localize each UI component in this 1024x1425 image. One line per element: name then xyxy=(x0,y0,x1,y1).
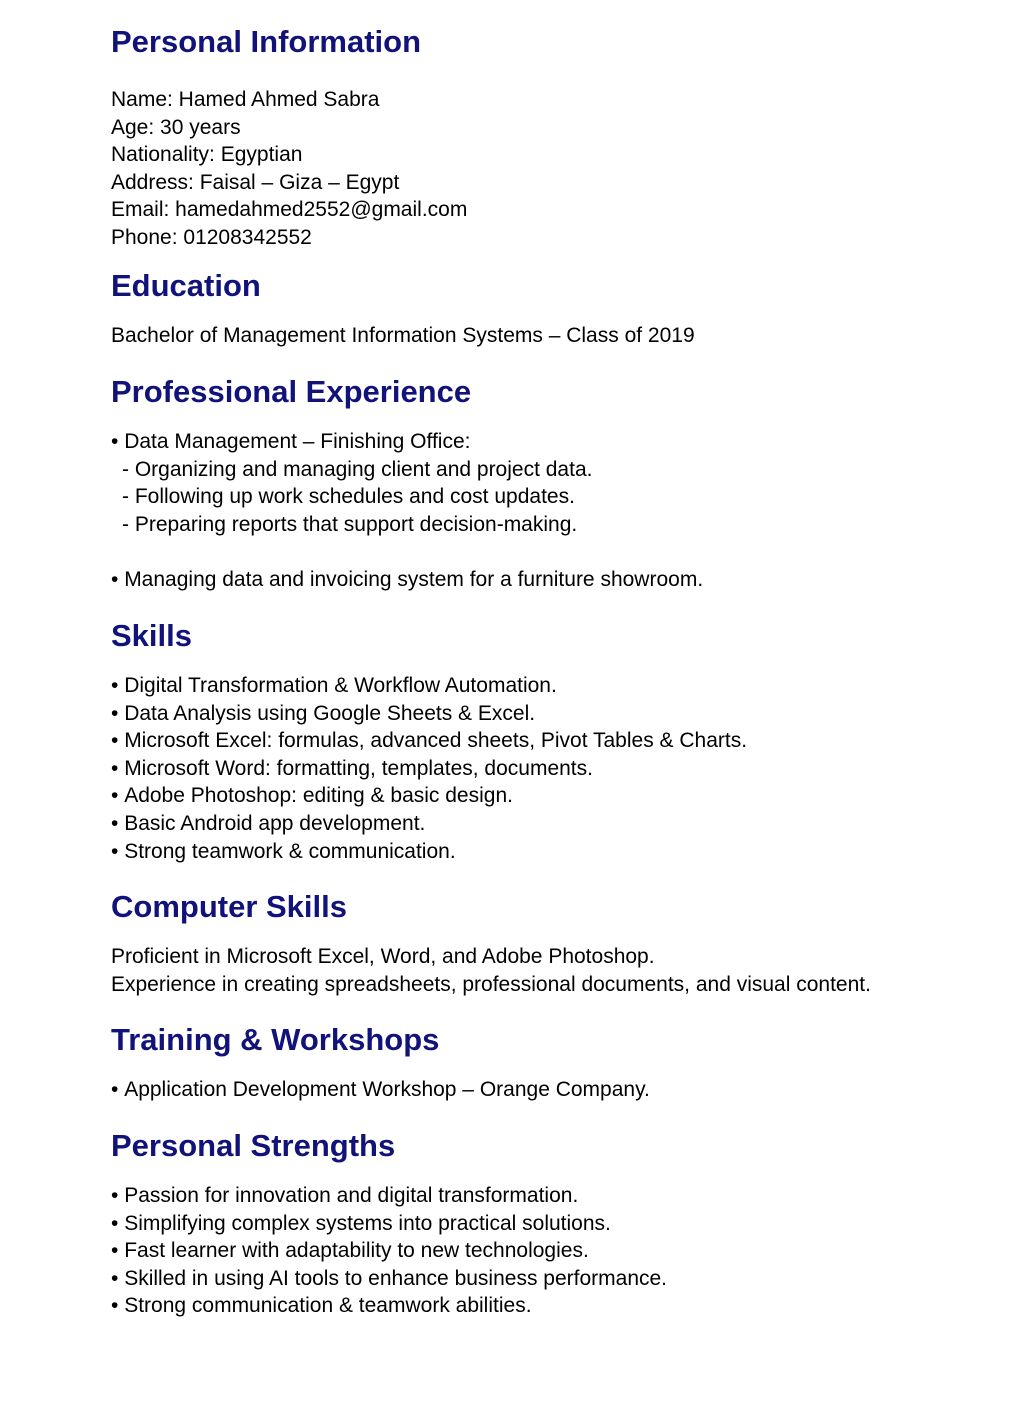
nationality-line: Nationality: Egyptian xyxy=(111,143,303,167)
section-heading: Education xyxy=(111,268,261,303)
age-line: Age: 30 years xyxy=(111,115,241,139)
skills-section xyxy=(111,618,747,865)
list-item: • Strong teamwork & communication. xyxy=(111,838,747,866)
list-item: • Passion for innovation and digital transformation. xyxy=(111,1182,667,1210)
computer-skills-text xyxy=(111,943,871,998)
list-item: • Basic Android app development. xyxy=(111,810,747,838)
strengths-list xyxy=(111,1182,667,1320)
training-workshops-section xyxy=(111,1022,650,1104)
personal-details xyxy=(111,86,467,252)
computer-skills-section xyxy=(111,889,871,998)
list-item: • Strong communication & teamwork abilities. xyxy=(111,1292,667,1320)
education-section xyxy=(111,268,695,350)
section-heading: Professional Experience xyxy=(111,374,472,409)
list-item: • Adobe Photoshop: editing & basic design. xyxy=(111,782,747,810)
list-item: • Microsoft Excel: formulas, advanced sheets, Pivot Tables & Charts. xyxy=(111,727,747,755)
personal-strengths-section xyxy=(111,1128,667,1320)
list-item: • Simplifying complex systems into practical solutions. xyxy=(111,1210,667,1238)
list-item: • Microsoft Word: formatting, templates, documents. xyxy=(111,755,747,783)
job-duty: - Preparing reports that support decision-making. xyxy=(111,511,703,539)
training-list xyxy=(111,1076,650,1104)
list-item: • Skilled in using AI tools to enhance business performance. xyxy=(111,1265,667,1293)
name-line: Name: Hamed Ahmed Sabra xyxy=(111,88,380,111)
degree-line: Bachelor of Management Information Systems – Class of 2019 xyxy=(111,324,695,347)
job-title: • Data Management – Finishing Office: xyxy=(111,428,703,456)
phone-line: Phone: 01208342552 xyxy=(111,225,312,249)
section-heading: Skills xyxy=(111,618,192,653)
address-line: Address: Faisal – Giza – Egypt xyxy=(111,170,400,194)
text-line: Proficient in Microsoft Excel, Word, and Adobe Photoshop. xyxy=(111,945,655,968)
section-heading: Personal Information xyxy=(111,24,422,59)
spacer xyxy=(111,538,703,566)
list-item: • Digital Transformation & Workflow Automation. xyxy=(111,672,747,700)
section-heading: Computer Skills xyxy=(111,889,347,924)
job-title: • Managing data and invoicing system for a furniture showroom. xyxy=(111,566,703,594)
skills-list xyxy=(111,672,747,865)
list-item: • Application Development Workshop – Orange Company. xyxy=(111,1076,650,1104)
job-duty: - Following up work schedules and cost updates. xyxy=(111,483,703,511)
list-item: • Data Analysis using Google Sheets & Excel. xyxy=(111,700,747,728)
professional-experience-section xyxy=(111,374,703,594)
job-duty: - Organizing and managing client and project data. xyxy=(111,456,703,484)
text-line: Experience in creating spreadsheets, professional documents, and visual content. xyxy=(111,972,871,996)
section-heading: Training & Workshops xyxy=(111,1022,440,1057)
list-item: • Fast learner with adaptability to new technologies. xyxy=(111,1237,667,1265)
section-heading: Personal Strengths xyxy=(111,1128,396,1163)
personal-information-section xyxy=(111,24,467,252)
experience-list xyxy=(111,428,703,594)
email-line: Email: hamedahmed2552@gmail.com xyxy=(111,198,468,222)
education-details xyxy=(111,322,695,350)
